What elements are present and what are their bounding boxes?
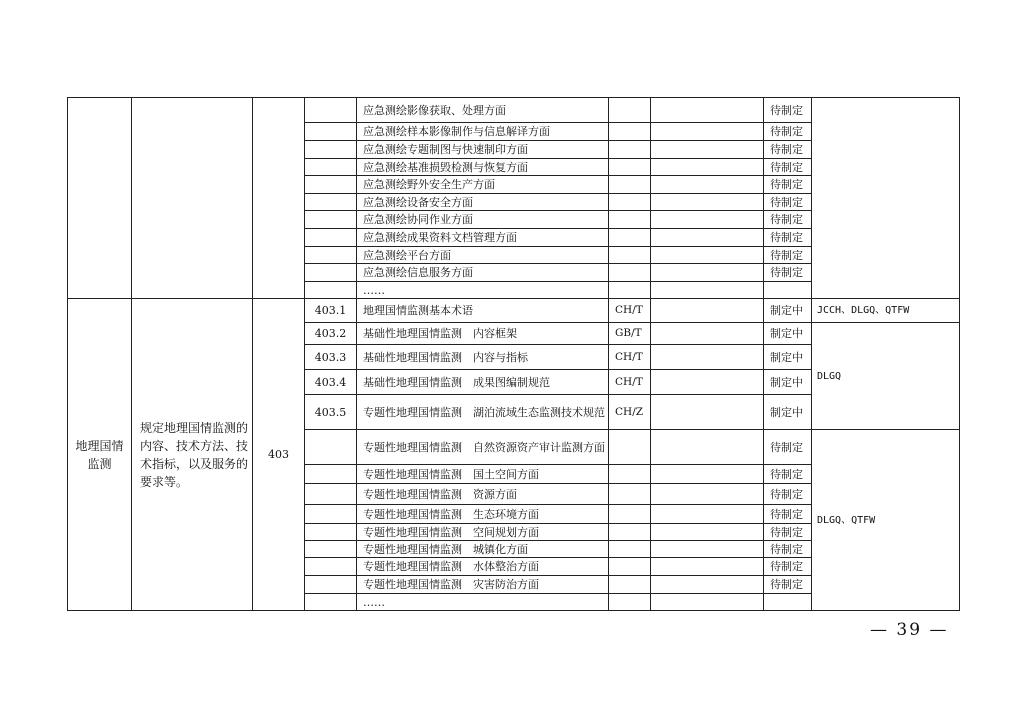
item-name: 专题性地理国情监测 湖泊流域生态监测技术规范 <box>357 395 609 430</box>
item-status: 待制定 <box>764 465 812 484</box>
blank-cell <box>651 484 764 505</box>
item-name: 专题性地理国情监测 资源方面 <box>357 484 609 505</box>
standard-type <box>609 264 651 282</box>
item-number <box>305 576 357 594</box>
item-number <box>305 159 357 176</box>
item-number <box>305 558 357 576</box>
item-status: 制定中 <box>764 345 812 370</box>
blank-cell <box>651 323 764 345</box>
standard-type <box>609 247 651 264</box>
standard-type: CH/T <box>609 345 651 370</box>
standard-type <box>609 123 651 141</box>
blank-cell <box>651 524 764 541</box>
blank-cell <box>651 395 764 430</box>
blank-cell <box>651 299 764 323</box>
standard-type <box>609 282 651 299</box>
item-status: 待制定 <box>764 229 812 247</box>
item-name: 应急测绘成果资料文档管理方面 <box>357 229 609 247</box>
standard-type <box>609 465 651 484</box>
item-status: 待制定 <box>764 576 812 594</box>
item-number <box>305 594 357 611</box>
item-status: 制定中 <box>764 299 812 323</box>
item-name: 基础性地理国情监测 成果图编制规范 <box>357 370 609 395</box>
standard-type: CH/T <box>609 299 651 323</box>
standard-type <box>609 176 651 194</box>
blank-cell <box>651 98 764 123</box>
unit-cell: DLGQ、QTFW <box>812 430 960 611</box>
standard-type <box>609 594 651 611</box>
code-cell: 403 <box>253 299 305 611</box>
standard-type: CH/T <box>609 370 651 395</box>
item-status: 待制定 <box>764 558 812 576</box>
item-status: 待制定 <box>764 524 812 541</box>
item-number <box>305 247 357 264</box>
item-name: 应急测绘样本影像制作与信息解译方面 <box>357 123 609 141</box>
item-status: 待制定 <box>764 247 812 264</box>
standard-type <box>609 229 651 247</box>
item-status: 待制定 <box>764 159 812 176</box>
standard-type <box>609 159 651 176</box>
item-number <box>305 123 357 141</box>
table-row <box>68 98 960 123</box>
standard-type <box>609 576 651 594</box>
standard-type <box>609 141 651 159</box>
item-number <box>305 176 357 194</box>
item-name: 专题性地理国情监测 生态环境方面 <box>357 505 609 524</box>
item-number <box>305 194 357 211</box>
cont-code-cell <box>253 98 305 299</box>
item-status: 待制定 <box>764 211 812 229</box>
item-number <box>305 430 357 465</box>
item-status: 待制定 <box>764 264 812 282</box>
item-number <box>305 465 357 484</box>
unit-cell: DLGQ <box>812 323 960 430</box>
table-row <box>68 299 960 323</box>
item-number <box>305 229 357 247</box>
item-status: 待制定 <box>764 484 812 505</box>
blank-cell <box>651 541 764 558</box>
description-cell: 规定地理国情监测的内容、技术方法、技术指标，以及服务的要求等。 <box>132 299 253 611</box>
unit-cell: JCCH、DLGQ、QTFW <box>812 299 960 323</box>
item-status: 待制定 <box>764 141 812 159</box>
blank-cell <box>651 558 764 576</box>
item-number <box>305 541 357 558</box>
blank-cell <box>651 264 764 282</box>
blank-cell <box>651 123 764 141</box>
standard-type: CH/Z <box>609 395 651 430</box>
standard-type <box>609 541 651 558</box>
item-number: 403.2 <box>305 323 357 345</box>
item-status: 待制定 <box>764 194 812 211</box>
standard-type <box>609 505 651 524</box>
blank-cell <box>651 141 764 159</box>
item-number <box>305 211 357 229</box>
blank-cell <box>651 465 764 484</box>
cont-description-cell <box>132 98 253 299</box>
item-number <box>305 524 357 541</box>
cont-unit-cell <box>812 98 960 299</box>
item-number <box>305 282 357 299</box>
item-number <box>305 484 357 505</box>
item-name: …… <box>357 282 609 299</box>
blank-cell <box>651 370 764 395</box>
item-status: 待制定 <box>764 430 812 465</box>
blank-cell <box>651 576 764 594</box>
item-number: 403.5 <box>305 395 357 430</box>
item-name: 基础性地理国情监测 内容框架 <box>357 323 609 345</box>
blank-cell <box>651 282 764 299</box>
item-number: 403.3 <box>305 345 357 370</box>
item-name: 专题性地理国情监测 灾害防治方面 <box>357 576 609 594</box>
item-status: 制定中 <box>764 370 812 395</box>
item-name: 地理国情监测基本术语 <box>357 299 609 323</box>
cont-category-cell <box>68 98 132 299</box>
item-name: 应急测绘协同作业方面 <box>357 211 609 229</box>
blank-cell <box>651 430 764 465</box>
item-status <box>764 282 812 299</box>
page-number: — 39 — <box>870 620 949 640</box>
standard-type <box>609 524 651 541</box>
standard-type <box>609 558 651 576</box>
item-status: 待制定 <box>764 505 812 524</box>
item-status <box>764 594 812 611</box>
standard-type <box>609 98 651 123</box>
item-status: 制定中 <box>764 323 812 345</box>
blank-cell <box>651 594 764 611</box>
standard-type <box>609 430 651 465</box>
item-name: 应急测绘信息服务方面 <box>357 264 609 282</box>
blank-cell <box>651 211 764 229</box>
item-name: 专题性地理国情监测 自然资源资产审计监测方面 <box>357 430 609 465</box>
item-name: 专题性地理国情监测 国土空间方面 <box>357 465 609 484</box>
item-number: 403.1 <box>305 299 357 323</box>
item-status: 制定中 <box>764 395 812 430</box>
item-status: 待制定 <box>764 123 812 141</box>
item-status: 待制定 <box>764 176 812 194</box>
blank-cell <box>651 194 764 211</box>
item-number <box>305 264 357 282</box>
item-name: 专题性地理国情监测 水体整治方面 <box>357 558 609 576</box>
item-status: 待制定 <box>764 98 812 123</box>
blank-cell <box>651 159 764 176</box>
standard-type <box>609 211 651 229</box>
item-name: 专题性地理国情监测 城镇化方面 <box>357 541 609 558</box>
category-cell: 地理国情监测 <box>68 299 132 611</box>
item-name: 应急测绘影像获取、处理方面 <box>357 98 609 123</box>
blank-cell <box>651 247 764 264</box>
item-number <box>305 98 357 123</box>
item-status: 待制定 <box>764 541 812 558</box>
item-number: 403.4 <box>305 370 357 395</box>
blank-cell <box>651 505 764 524</box>
item-number <box>305 505 357 524</box>
item-name: 应急测绘基准损毁检测与恢复方面 <box>357 159 609 176</box>
item-name: 应急测绘野外安全生产方面 <box>357 176 609 194</box>
standard-type: GB/T <box>609 323 651 345</box>
item-name: 应急测绘专题制图与快速制印方面 <box>357 141 609 159</box>
item-number <box>305 141 357 159</box>
blank-cell <box>651 345 764 370</box>
standards-table <box>67 97 960 611</box>
item-name: 基础性地理国情监测 内容与指标 <box>357 345 609 370</box>
blank-cell <box>651 176 764 194</box>
item-name: …… <box>357 594 609 611</box>
item-name: 应急测绘平台方面 <box>357 247 609 264</box>
blank-cell <box>651 229 764 247</box>
standard-type <box>609 484 651 505</box>
item-name: 应急测绘设备安全方面 <box>357 194 609 211</box>
item-name: 专题性地理国情监测 空间规划方面 <box>357 524 609 541</box>
standard-type <box>609 194 651 211</box>
